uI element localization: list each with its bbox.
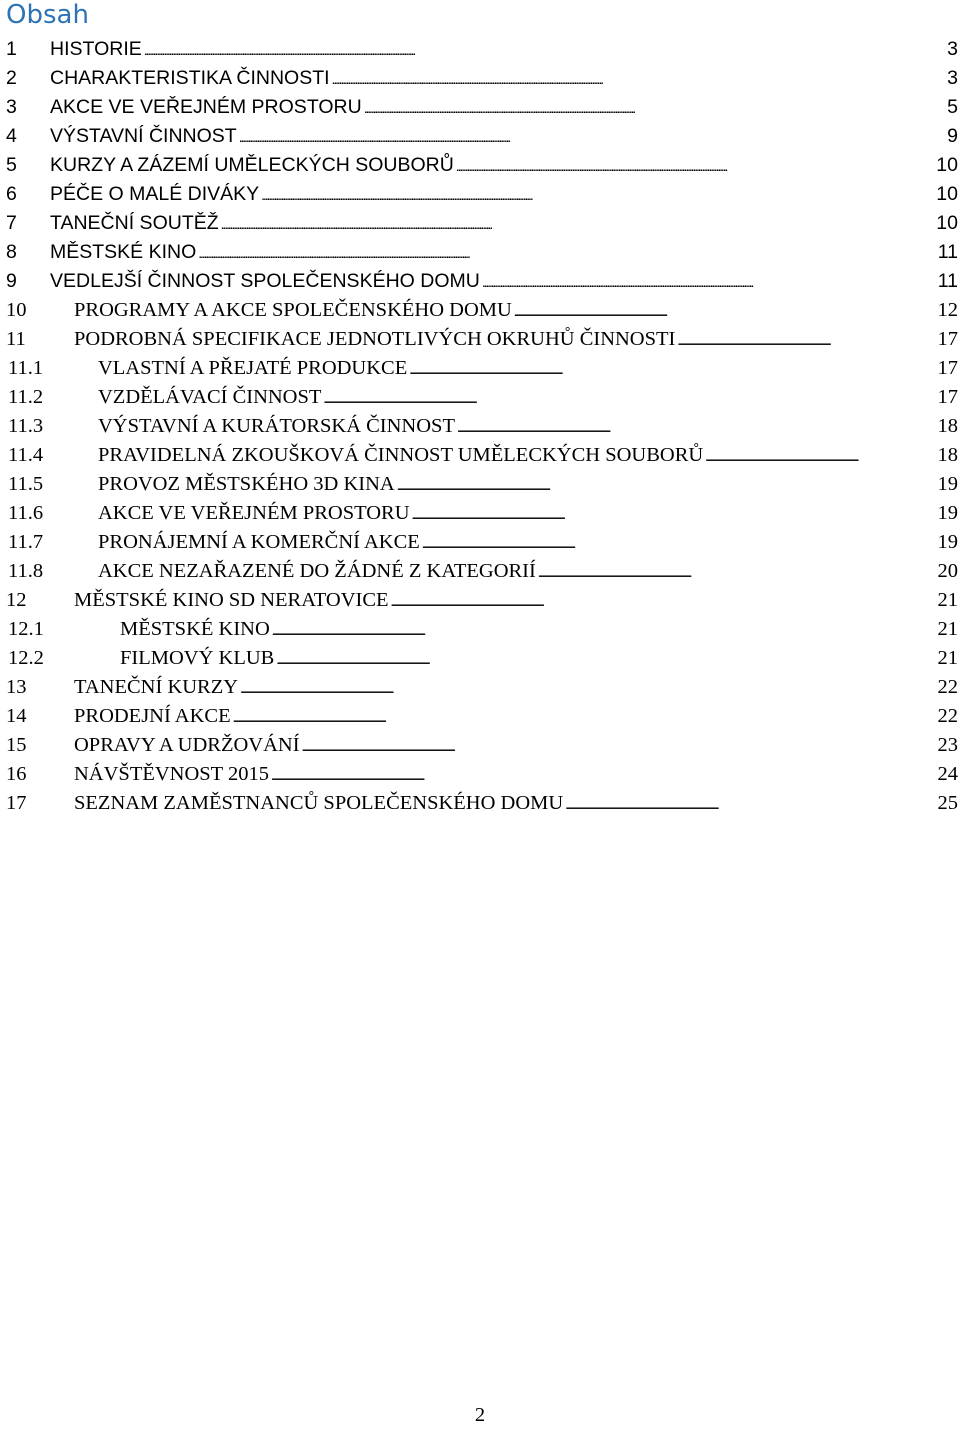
toc-entry[interactable]: [6, 270, 958, 299]
dot-leader: [240, 676, 934, 699]
toc-entry-page: 18: [937, 415, 958, 437]
toc-entry-page: 12: [937, 299, 958, 321]
toc-entry[interactable]: [6, 589, 958, 618]
toc-entry-page: 17: [937, 386, 958, 408]
dot-leader: [397, 473, 934, 496]
toc-entry-label: PROGRAMY A AKCE SPOLEČENSKÉHO DOMU: [74, 299, 512, 321]
toc-entry[interactable]: [6, 647, 958, 676]
toc-entry[interactable]: [6, 560, 958, 589]
dot-leader: [412, 502, 934, 525]
toc-entry[interactable]: [6, 473, 958, 502]
dot-leader: [302, 734, 934, 757]
toc-entry-page: 18: [937, 444, 958, 466]
toc-entry[interactable]: [6, 183, 958, 212]
dot-leader: [457, 415, 934, 438]
toc-entry-page: 11: [937, 241, 958, 263]
toc-entry[interactable]: [6, 357, 958, 386]
toc-entry[interactable]: [6, 67, 958, 96]
toc-entry-page: 25: [937, 792, 958, 814]
dot-leader: [323, 386, 934, 409]
toc-entry-page: 22: [937, 676, 958, 698]
dot-leader: [261, 183, 934, 206]
toc-entry-page: 19: [937, 531, 958, 553]
dot-leader: [538, 560, 934, 583]
toc-entry-label: VEDLEJŠÍ ČINNOST SPOLEČENSKÉHO DOMU: [50, 270, 480, 292]
toc-entry-page: 21: [937, 589, 958, 611]
toc-entry-number: 4: [6, 125, 17, 147]
toc-entry-label: SEZNAM ZAMĚSTNANCŮ SPOLEČENSKÉHO DOMU: [74, 792, 564, 814]
toc-entry-page: 9: [947, 125, 958, 147]
toc-title: Obsah: [6, 0, 89, 30]
toc-entry-number: 10: [6, 299, 27, 321]
dot-leader: [514, 299, 934, 322]
toc-entry[interactable]: [6, 763, 958, 792]
toc-entry-label: VÝSTAVNÍ A KURÁTORSKÁ ČINNOST: [98, 415, 455, 437]
toc-entry-page: 17: [937, 357, 958, 379]
toc-entry-label: HISTORIE: [50, 38, 142, 60]
dot-leader: [409, 357, 934, 380]
toc-entry-number: 6: [6, 183, 17, 205]
toc-entry-label: PROVOZ MĚSTSKÉHO 3D KINA: [98, 473, 395, 495]
dot-leader: [482, 270, 934, 293]
dot-leader: [422, 531, 934, 554]
toc-entry-label: PRODEJNÍ AKCE: [74, 705, 231, 727]
toc-entry[interactable]: [6, 415, 958, 444]
table-of-contents: [6, 38, 958, 821]
toc-entry-label: TANEČNÍ SOUTĚŽ: [50, 212, 219, 234]
page-number: 2: [474, 1404, 486, 1426]
toc-entry-label: VZDĚLÁVACÍ ČINNOST: [98, 386, 322, 408]
toc-entry-label: MĚSTSKÉ KINO: [120, 618, 270, 640]
toc-entry-page: 3: [947, 67, 958, 89]
toc-entry-number: 11.6: [8, 502, 44, 524]
toc-entry-page: 21: [937, 618, 958, 640]
toc-entry-page: 10: [936, 212, 958, 234]
toc-entry[interactable]: [6, 705, 958, 734]
dot-leader: [239, 125, 934, 148]
toc-entry[interactable]: [6, 792, 958, 821]
toc-entry-page: 22: [937, 705, 958, 727]
toc-entry-page: 21: [937, 647, 958, 669]
dot-leader: [221, 212, 934, 235]
toc-entry-page: 19: [937, 473, 958, 495]
toc-entry-number: 3: [6, 96, 17, 118]
dot-leader: [677, 328, 934, 351]
toc-entry[interactable]: [6, 299, 958, 328]
toc-entry-label: PRAVIDELNÁ ZKOUŠKOVÁ ČINNOST UMĚLECKÝCH SOUBORŮ: [98, 444, 704, 466]
dot-leader: [456, 154, 934, 177]
toc-entry-page: 23: [937, 734, 958, 756]
toc-entry[interactable]: [6, 444, 958, 473]
toc-entry-page: 19: [937, 502, 958, 524]
toc-entry-number: 11.2: [8, 386, 44, 408]
toc-entry-page: 10: [936, 154, 958, 176]
toc-entry-number: 11.7: [8, 531, 44, 553]
dot-leader: [276, 647, 934, 670]
toc-entry-number: 11.4: [8, 444, 44, 466]
toc-entry-number: 11.1: [8, 357, 44, 379]
toc-entry-page: 5: [947, 96, 958, 118]
toc-entry-number: 11.3: [8, 415, 44, 437]
toc-entry-page: 3: [947, 38, 958, 60]
toc-entry[interactable]: [6, 531, 958, 560]
toc-entry[interactable]: [6, 154, 958, 183]
toc-entry-number: 12: [6, 589, 27, 611]
toc-entry-label: AKCE VE VEŘEJNÉM PROSTORU: [98, 502, 410, 524]
toc-entry-label: NÁVŠTĚVNOST 2015: [74, 763, 269, 785]
toc-entry-label: PRONÁJEMNÍ A KOMERČNÍ AKCE: [98, 531, 420, 553]
dot-leader: [332, 67, 934, 90]
toc-entry[interactable]: [6, 618, 958, 647]
dot-leader: [705, 444, 934, 467]
toc-entry-number: 9: [6, 270, 17, 292]
toc-entry[interactable]: [6, 734, 958, 763]
toc-entry-number: 7: [6, 212, 17, 234]
toc-entry-page: 20: [937, 560, 958, 582]
toc-entry[interactable]: [6, 328, 958, 357]
toc-entry-label: MĚSTSKÉ KINO: [50, 241, 197, 263]
toc-entry[interactable]: [6, 96, 958, 125]
toc-entry[interactable]: [6, 125, 958, 154]
dot-leader: [565, 792, 934, 815]
toc-entry-label: FILMOVÝ KLUB: [120, 647, 275, 669]
toc-entry-number: 12.1: [8, 618, 44, 640]
toc-entry[interactable]: [6, 502, 958, 531]
toc-entry[interactable]: [6, 38, 958, 67]
toc-entry-number: 15: [6, 734, 27, 756]
toc-entry-number: 12.2: [8, 647, 44, 669]
toc-entry[interactable]: [6, 676, 958, 705]
toc-entry[interactable]: [6, 241, 958, 270]
toc-entry-number: 14: [6, 705, 27, 727]
toc-entry-page: 24: [937, 763, 958, 785]
toc-entry-number: 17: [6, 792, 27, 814]
toc-entry-label: PODROBNÁ SPECIFIKACE JEDNOTLIVÝCH OKRUHŮ ČINNOSTI: [74, 328, 676, 350]
toc-entry-number: 11.8: [8, 560, 44, 582]
toc-entry-label: VÝSTAVNÍ ČINNOST: [50, 125, 237, 147]
toc-entry-label: OPRAVY A UDRŽOVÁNÍ: [74, 734, 300, 756]
dot-leader: [144, 38, 934, 61]
dot-leader: [233, 705, 934, 728]
toc-entry-label: PÉČE O MALÉ DIVÁKY: [50, 183, 260, 205]
toc-entry-number: 13: [6, 676, 27, 698]
dot-leader: [271, 763, 934, 786]
toc-entry-page: 10: [936, 183, 958, 205]
toc-entry-label: KURZY A ZÁZEMÍ UMĚLECKÝCH SOUBORŮ: [50, 154, 454, 176]
toc-entry-page: 11: [937, 270, 958, 292]
toc-entry[interactable]: [6, 212, 958, 241]
toc-entry-label: AKCE VE VEŘEJNÉM PROSTORU: [50, 96, 362, 118]
dot-leader: [272, 618, 934, 641]
toc-entry-label: TANEČNÍ KURZY: [74, 676, 239, 698]
toc-entry-number: 16: [6, 763, 27, 785]
dot-leader: [364, 96, 934, 119]
toc-entry-number: 8: [6, 241, 17, 263]
toc-entry-number: 2: [6, 67, 17, 89]
dot-leader: [391, 589, 934, 612]
toc-entry[interactable]: [6, 386, 958, 415]
dot-leader: [198, 241, 934, 264]
toc-entry-label: CHARAKTERISTIKA ČINNOSTI: [50, 67, 330, 89]
toc-entry-number: 11: [6, 328, 26, 350]
toc-entry-label: MĚSTSKÉ KINO SD NERATOVICE: [74, 589, 389, 611]
toc-entry-number: 11.5: [8, 473, 44, 495]
toc-entry-label: AKCE NEZAŘAZENÉ DO ŽÁDNÉ Z KATEGORIÍ: [98, 560, 536, 582]
toc-entry-page: 17: [937, 328, 958, 350]
toc-entry-label: VLASTNÍ A PŘEJATÉ PRODUKCE: [98, 357, 408, 379]
toc-entry-number: 5: [6, 154, 17, 176]
toc-entry-number: 1: [6, 38, 17, 60]
